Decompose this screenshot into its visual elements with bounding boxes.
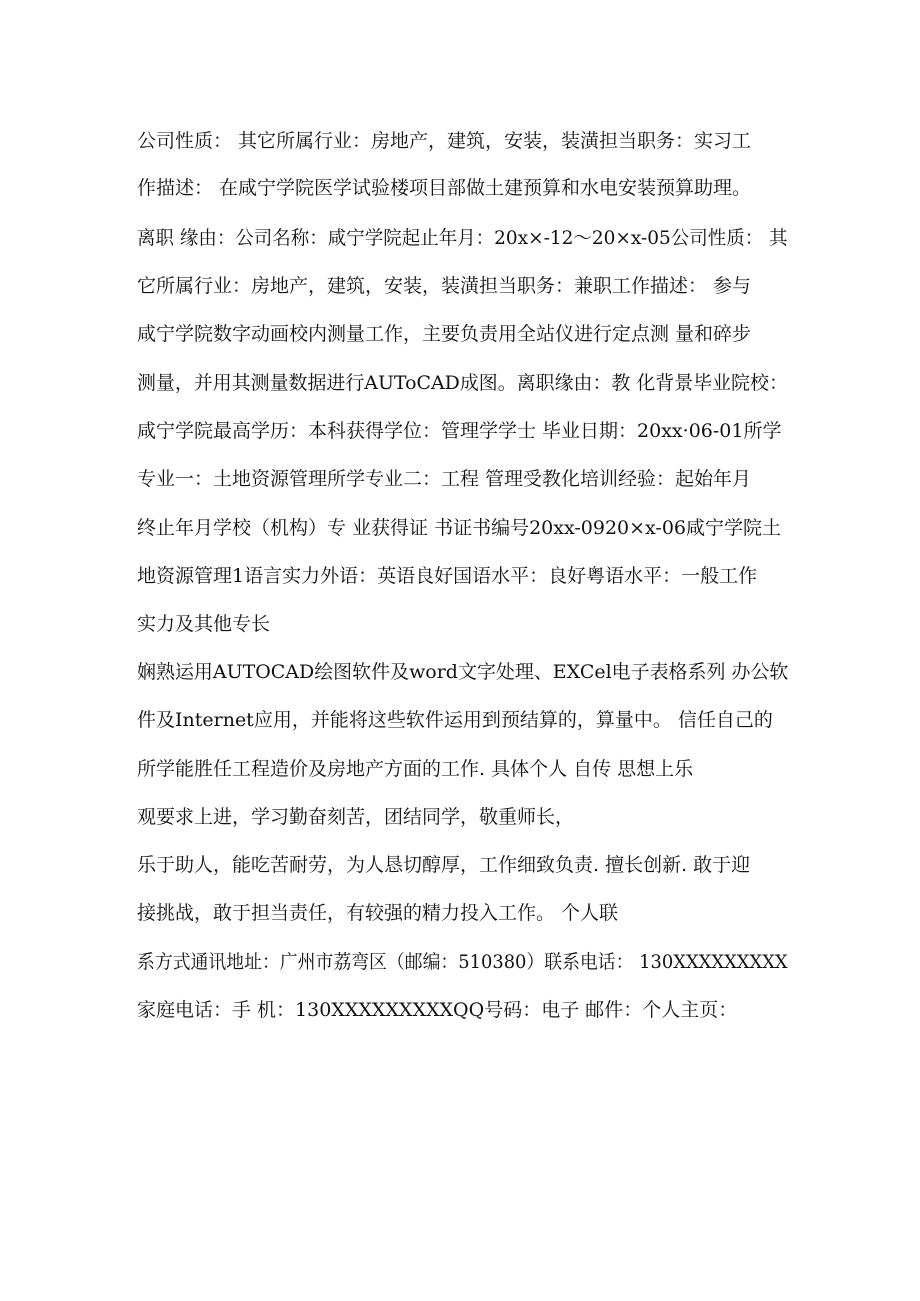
text-line-1: 公司性质： 其它所属行业：房地产，建筑，安装，装潢担当职务：实习工 — [137, 130, 752, 152]
text-line-12: 娴熟运用AUTOCAD绘图软件及word文字处理、EXCel电子表格系列 办公软 — [137, 661, 789, 683]
text-line-3: 离职 缘由：公司名称：咸宁学院起止年月：20x×-12～20×x-05公司性质： 其 — [137, 227, 788, 249]
text-line-15: 观要求上进，学习勤奋刻苦，团结同学，敬重师长， — [137, 806, 575, 828]
text-line-4: 它所属行业：房地产，建筑，安装，装潢担当职务：兼职工作描述： 参与 — [137, 275, 752, 297]
text-line-18: 系方式通讯地址：广州市荔弯区（邮编：510380）联系电话： 130XXXXXXXXX — [137, 951, 788, 973]
text-line-7: 咸宁学院最高学历：本科获得学位：管理学学士 毕业日期：20xx·06-01所学 — [137, 420, 782, 442]
text-line-14: 所学能胜任工程造价及房地产方面的工作. 具体个人 自传 思想上乐 — [137, 758, 694, 780]
text-line-8: 专业一：土地资源管理所学专业二：工程 管理受教化培训经验：起始年月 — [137, 468, 752, 490]
text-line-17: 接挑战，敢于担当责任，有较强的精力投入工作。 个人联 — [137, 902, 619, 924]
text-line-13: 件及Internet应用，并能将这些软件运用到预结算的，算量中。 信任自己的 — [137, 709, 773, 731]
text-line-9: 终止年月学校（机构）专 业获得证 书证书编号20xx-0920×x-06咸宁学院土 — [137, 517, 782, 539]
text-line-2: 作描述： 在咸宁学院医学试验楼项目部做土建预算和水电安装预算助理。 — [137, 177, 752, 199]
text-line-5: 咸宁学院数字动画校内测量工作，主要负责用全站仪进行定点测 量和碎步 — [137, 323, 752, 345]
text-line-19: 家庭电话：手 机：130XXXXXXXXXQQ号码：电子 邮件：个人主页： — [137, 999, 738, 1021]
text-line-11: 实力及其他专长 — [137, 613, 271, 635]
text-line-6: 测量，并用其测量数据进行AUToCAD成图。离职缘由：教 化背景毕业院校： — [137, 372, 788, 394]
text-line-16: 乐于助人，能吃苦耐劳，为人恳切醇厚，工作细致负责. 擅长创新. 敢于迎 — [137, 854, 751, 876]
text-line-10: 地资源管理1语言实力外语：英语良好国语水平：良好粤语水平：一般工作 — [137, 565, 758, 587]
